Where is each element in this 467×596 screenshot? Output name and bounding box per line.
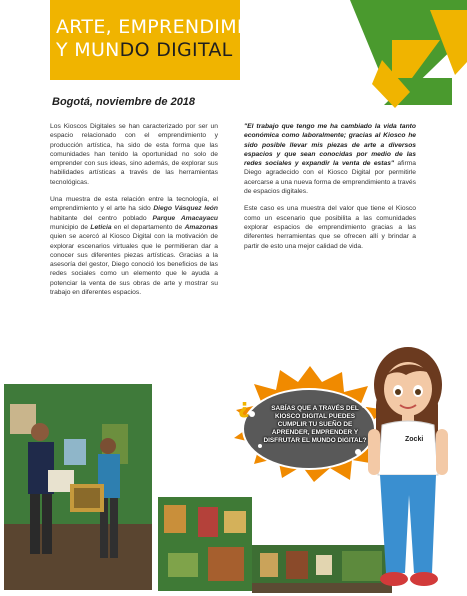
diego-quote: "El trabajo que tengo me ha cambiado la vida tanto económica como laboralmente; gracias al Kiosco he sido posible llevar mis piezas de arte a diversos espacios y que sean conocidas por medio de las redes sociales y expandir la venta de estas": [244, 123, 416, 168]
photo-artists-illustration: [4, 384, 152, 590]
title-line-2: Y MUNDO DIGITAL: [56, 39, 233, 61]
person-name: Diego Vásquez león: [153, 205, 218, 213]
photo-green-wall-illustration: [158, 497, 252, 591]
page-title: [56, 16, 297, 62]
paragraph-intro: Los Kioscos Digitales se han caracterizado por ser un espacio relacionado con el emprendimiento y producción artística, ha sido de esta forma que las comunidades han tenido la oportunidad no solo de emprender con sus ideas, sino además, de explorar sus habilidades artísticas a través de las herramientas tecnológicas.: [50, 123, 218, 186]
place-name: Parque Amacayacu: [152, 214, 218, 222]
mascot-girl-illustration: [360, 345, 460, 593]
question-mark-icon: ¿: [238, 394, 250, 418]
date-line: Bogotá, noviembre de 2018: [52, 96, 196, 108]
city-name: Leticia: [90, 223, 112, 231]
paragraph-conclusion: Este caso es una muestra del valor que tiene el Kiosco como un escenario que posibilita a las comunidades explorar espacios de emprendimiento gracias a las diferentes herramientas que se ofrecen allí y brindar a partir de esto una mejor calidad de vida.: [244, 205, 416, 250]
right-column: [244, 122, 416, 259]
paragraph-quote: "El trabajo que tengo me ha cambiado la vida tanto económica como laboralmente; gracias al Kiosco he sido posible llevar mis piezas de arte a diversos espacios y que sean conocidas por medio de las redes sociales y expandir la venta de estas" afirma Diego agradecido con el Kiosco Digital por permitirle acercarse a una nueva forma de emprendimiento a través de espacios digitales.: [244, 123, 416, 196]
left-column: [50, 122, 218, 305]
department-name: Amazonas: [184, 223, 219, 231]
title-line-1: ARTE, EMPRENDIMIENTO: [56, 16, 297, 38]
callout-text: SABÍAS QUE A TRAVÉS DEL KIOSCO DIGITAL PUEDES CUMPLIR TU SUEÑO DE APRENDER, EMPRENDER Y DISFRUTAR EL MUNDO DIGITAL?: [263, 405, 367, 444]
photo-green-wall: [158, 497, 252, 591]
mascot-shirt-logo: Zocki: [405, 436, 424, 443]
paragraph-diego: Una muestra de esta relación entre la tecnología, el emprendimiento y el arte ha sido Diego Vásquez león habitante del centro poblado Parque Amacayacu municipio de Leticia en el departamento de Amazonas quien se acercó al Kiosco Digital con la motivación de explorar escenarios virtuales que le permitieran dar a conocer sus diferentes piezas artísticas. Gracias a la asesoría del gestor, Diego conoció los beneficios de las redes sociales como un elemento que le ayuda a potenciar la venta de sus obras de arte y mostrar su trabajo en diferentes espacios.: [50, 196, 219, 297]
photo-artists-with-paintings: [4, 384, 152, 590]
